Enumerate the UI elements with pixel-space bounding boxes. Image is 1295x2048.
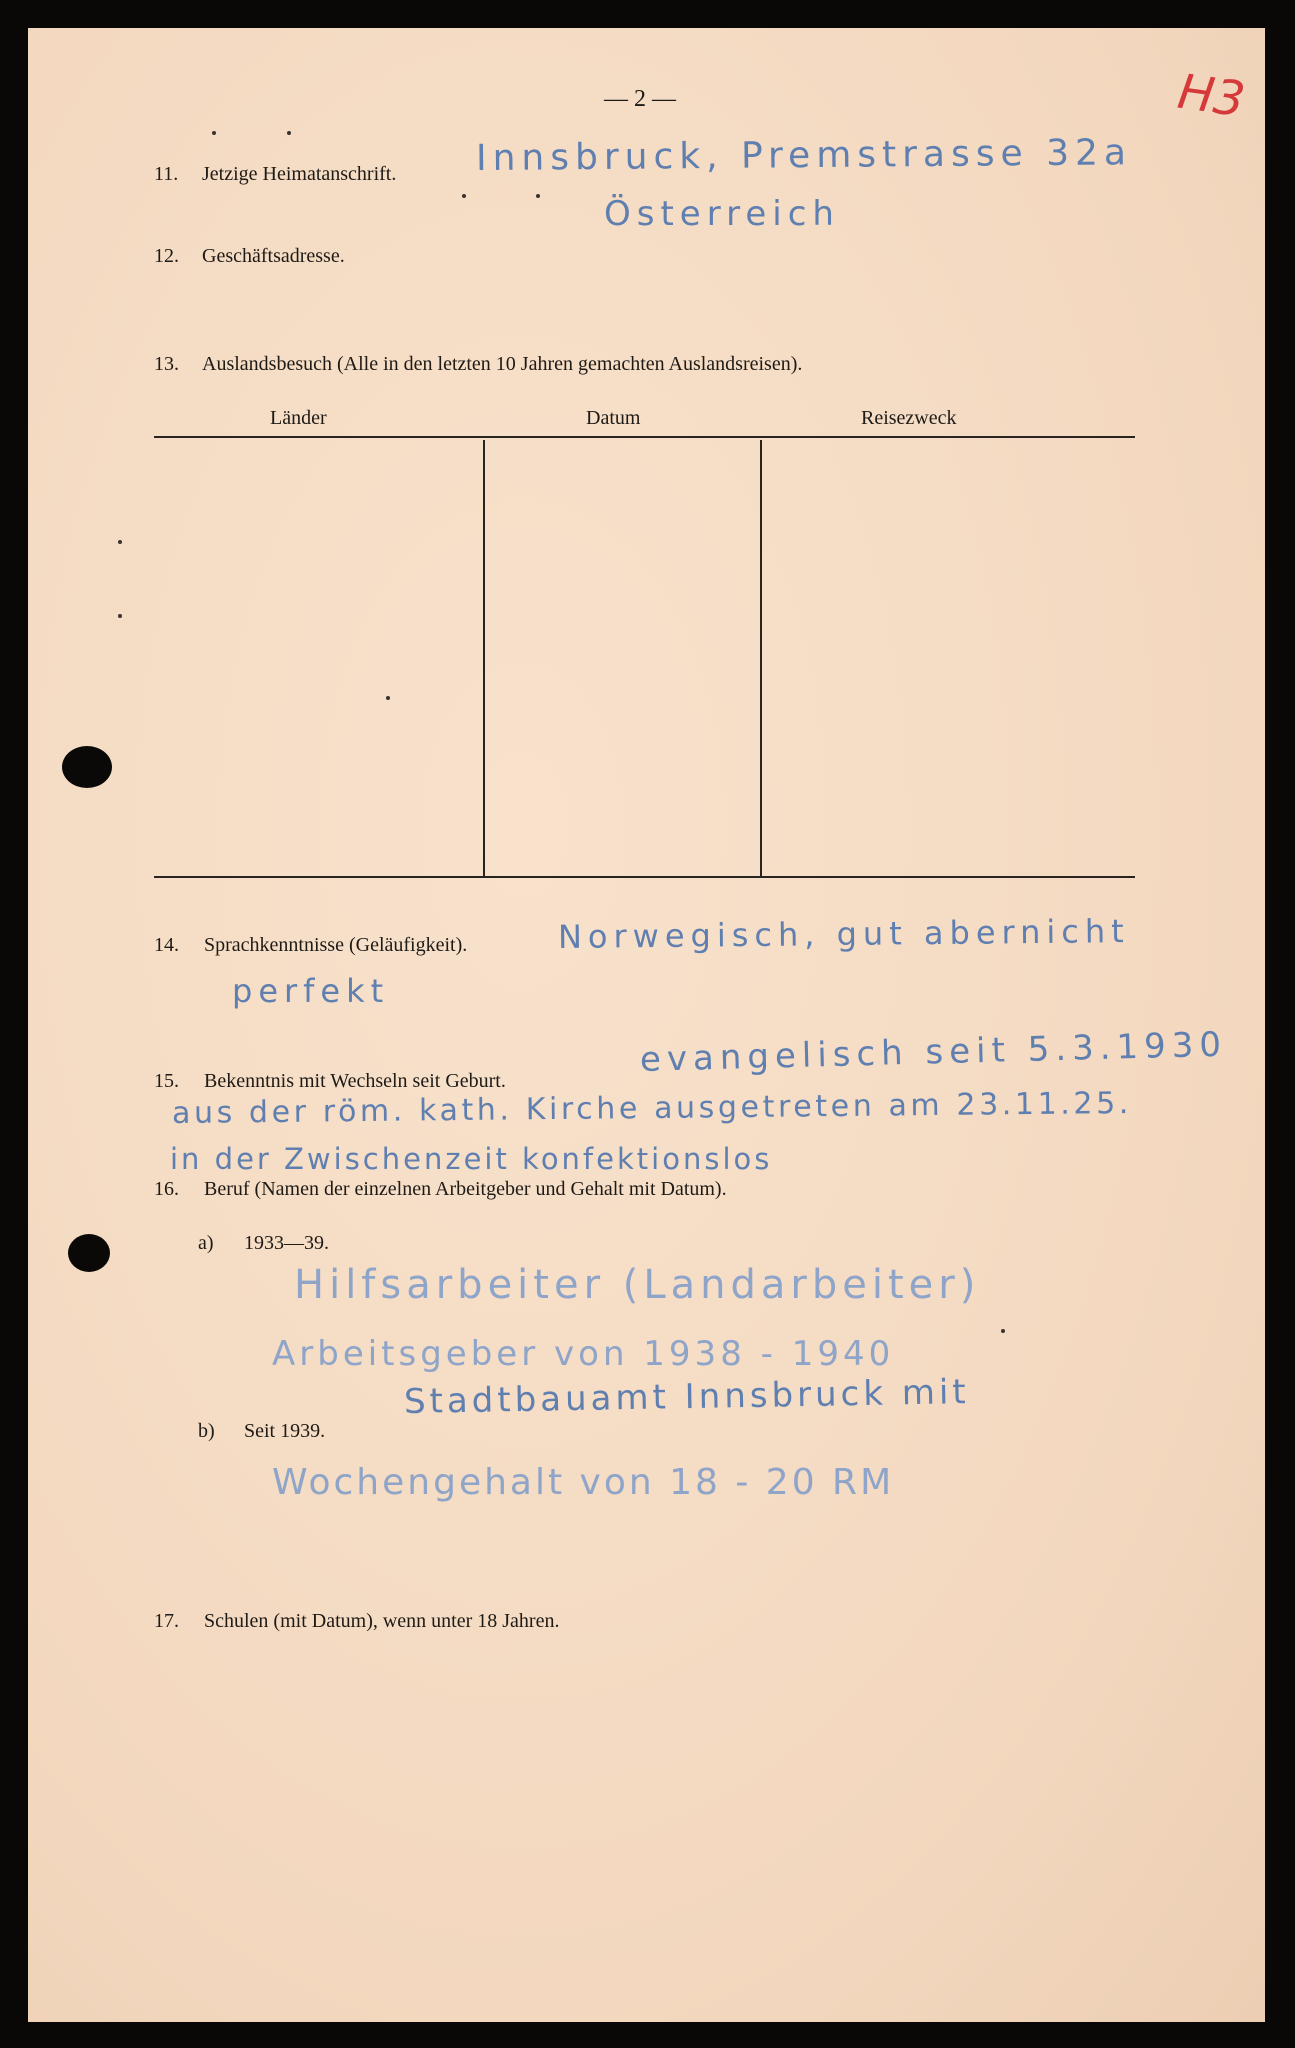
table-header-datum: Datum xyxy=(586,407,641,429)
form-page xyxy=(28,28,1265,2022)
field-16a-handwriting-line2: Arbeitsgeber von 1938 - 1940 xyxy=(272,1334,895,1374)
field-17-number: 17. xyxy=(154,1610,179,1632)
field-12-number: 12. xyxy=(154,245,179,267)
speck xyxy=(118,614,122,618)
speck xyxy=(462,194,466,198)
field-14-label: Sprachkenntnisse (Geläufigkeit). xyxy=(204,934,468,956)
field-15-number: 15. xyxy=(154,1070,179,1092)
field-16b-period: Seit 1939. xyxy=(244,1420,326,1442)
corner-mark: H3 xyxy=(1174,63,1249,129)
speck xyxy=(212,131,216,135)
field-15-handwriting-line3: in der Zwischenzeit konfektionslos xyxy=(170,1142,773,1176)
speck xyxy=(536,194,540,198)
table-divider-2 xyxy=(760,440,762,876)
field-16b-handwriting-line2: Wochengehalt von 18 - 20 RM xyxy=(272,1462,895,1503)
field-13-label: Auslandsbesuch (Alle in den letzten 10 Jahren gemachten Auslandsreisen). xyxy=(202,353,803,375)
speck xyxy=(287,131,291,135)
field-11-label: Jetzige Heimatanschrift. xyxy=(202,163,397,185)
field-14-number: 14. xyxy=(154,934,179,956)
table-top-rule xyxy=(154,436,1135,438)
table-header-laender: Länder xyxy=(270,407,327,429)
punch-hole-top xyxy=(62,746,112,788)
field-16a-handwriting-line1: Hilfsarbeiter (Landarbeiter) xyxy=(294,1262,981,1308)
field-11-number: 11. xyxy=(154,163,179,185)
field-16-number: 16. xyxy=(154,1178,179,1200)
field-16b-handwriting-line1: Stadtbauamt Innsbruck mit xyxy=(403,1372,971,1422)
speck xyxy=(386,696,390,700)
field-11-handwriting-line2: Österreich xyxy=(604,194,840,234)
table-divider-1 xyxy=(483,440,485,876)
speck xyxy=(118,540,122,544)
field-15-label: Bekenntnis mit Wechseln seit Geburt. xyxy=(204,1070,506,1092)
field-11-handwriting-line1: Innsbruck, Premstrasse 32a xyxy=(475,132,1133,179)
table-header-reisezweck: Reisezweck xyxy=(861,407,957,429)
field-15-handwriting-line2: aus der röm. kath. Kirche ausgetreten am 23.11.25. xyxy=(171,1085,1133,1131)
field-12-label: Geschäftsadresse. xyxy=(202,245,345,267)
punch-hole-bottom xyxy=(68,1234,110,1272)
field-17-label: Schulen (mit Datum), wenn unter 18 Jahren. xyxy=(204,1610,560,1632)
page-number: — 2 — xyxy=(604,86,676,112)
field-14-handwriting-line1: Norwegisch, gut abernicht xyxy=(557,912,1130,956)
table-bottom-rule xyxy=(154,876,1135,878)
field-14-handwriting-line2: perfekt xyxy=(232,972,390,1010)
field-15-handwriting-line1: evangelisch seit 5.3.1930 xyxy=(639,1024,1228,1080)
field-16b-label: b) xyxy=(198,1420,215,1442)
field-16a-period: 1933—39. xyxy=(244,1232,329,1254)
field-16a-label: a) xyxy=(198,1232,214,1254)
field-13-number: 13. xyxy=(154,353,179,375)
speck xyxy=(1001,1329,1005,1333)
field-16-label: Beruf (Namen der einzelnen Arbeitgeber und Gehalt mit Datum). xyxy=(204,1178,727,1200)
